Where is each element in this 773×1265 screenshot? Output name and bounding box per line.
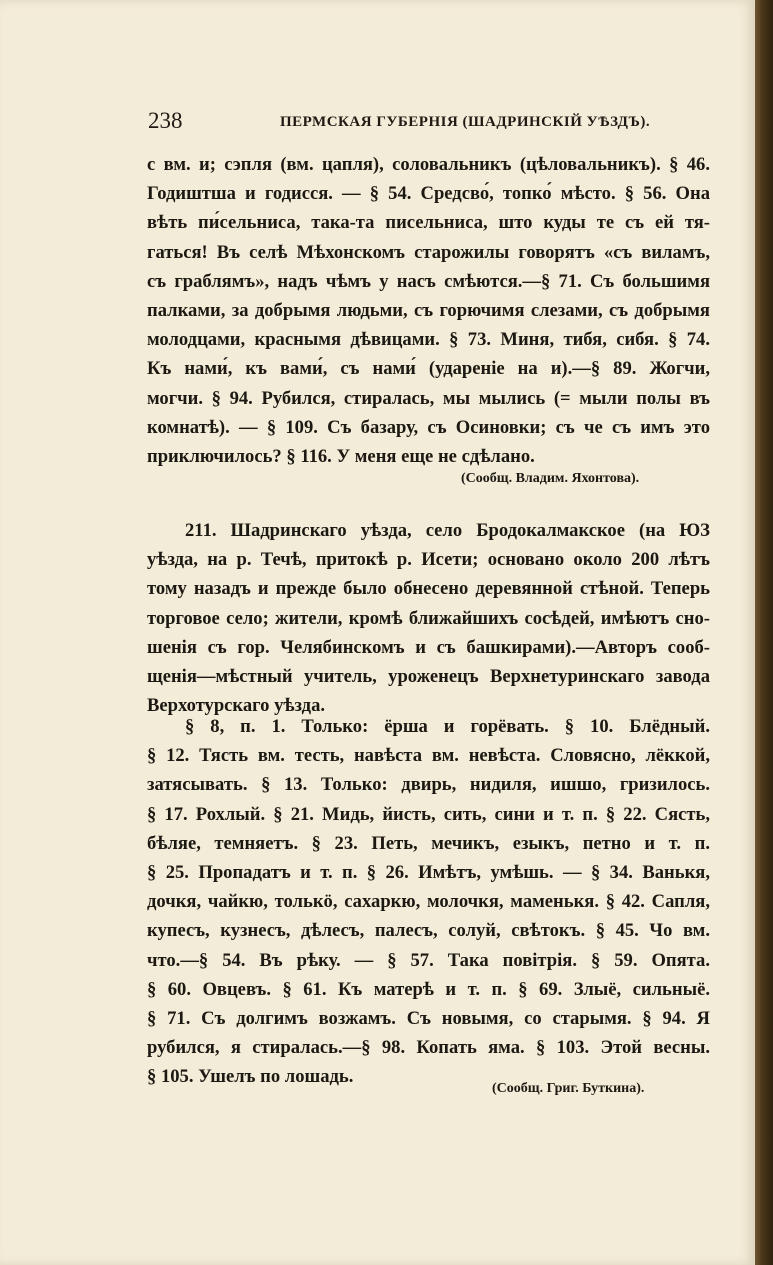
- text-line: бѣляе, темняетъ. § 23. Петь, мечикъ, езыкъ, петно и т. п.: [147, 832, 710, 854]
- book-spine-edge: [755, 0, 773, 1265]
- text-line: палками, за добрымя людьми, съ горючимя слезами, съ добрымя: [147, 299, 710, 321]
- text-line: купесъ, кузнесъ, дѣлесъ, палесъ, солуй, свѣтокъ. § 45. Чо вм.: [147, 920, 710, 942]
- text-line: щенія—мѣстный учитель, уроженецъ Верхнетуринскаго завода: [147, 665, 710, 687]
- text-line: § 17. Рохлый. § 21. Мидь, йисть, сить, сини и т. п. § 22. Сясть,: [147, 803, 710, 825]
- signature-yakhontov: (Сообщ. Владим. Яхонтова).: [461, 471, 640, 486]
- text-line: торговое село; жители, кромѣ ближайшихъ сосѣдей, имѣютъ сно-: [147, 607, 710, 629]
- text-line: шенія съ гор. Челябинскомъ и съ башкирами).—Авторъ сооб-: [147, 636, 710, 658]
- text-line: Къ нами́, къ вами́, съ нами́ (удареніе на и).—§ 89. Жогчи,: [147, 358, 710, 380]
- running-title: ПЕРМСКАЯ ГУБЕРНІЯ (ШАДРИНСКІЙ УѢЗДЪ).: [280, 114, 651, 130]
- text-line: уѣзда, на р. Течѣ, притокѣ р. Исети; основано около 200 лѣтъ: [147, 549, 710, 571]
- text-line: § 12. Тясть вм. тесть, навѣста вм. невѣста. Словясно, лёккой,: [147, 745, 710, 767]
- text-line: 211. Шадринскаго уѣзда, село Бродокалмакское (на ЮЗ: [185, 520, 710, 541]
- page-number: 238: [148, 108, 183, 133]
- text-line: с вм. и; сэпля (вм. цапля), соловальникъ (цѣловальникъ). § 46.: [147, 154, 710, 175]
- signature-butkin: (Сообщ. Григ. Буткина).: [492, 1081, 645, 1096]
- text-line: Верхотурскаго уѣзда.: [147, 695, 326, 717]
- text-line: вѣть пи́сельниса, така-та писельниса, што куды те съ ей тя-: [147, 212, 710, 234]
- text-line: дочкя, чайкю, толькӧ, сахаркю, молочкя, маменькя. § 42. Сапля,: [147, 891, 710, 913]
- text-line: § 71. Съ долгимъ возжамъ. Съ новымя, со старымя. § 94. Я: [147, 1007, 710, 1029]
- text-line: затясывать. § 13. Только: двирь, нидиля, ишшо, гризилось.: [147, 774, 710, 796]
- text-line: съ граблямъ», надъ чѣмъ у насъ смѣются.—§ 71. Съ большимя: [147, 270, 710, 292]
- text-line: гаться! Въ селѣ Мѣхонскомъ старожилы говорятъ «съ виламъ,: [147, 241, 710, 263]
- text-line: что.—§ 54. Въ рѣку. — § 57. Така повітрія. § 59. Опята.: [147, 949, 710, 971]
- text-line: приключилось? § 116. У меня еще не сдѣлано.: [147, 445, 535, 467]
- text-line: § 60. Овцевъ. § 61. Къ матерѣ и т. п. § 69. Злыё, сильныё.: [147, 978, 710, 1000]
- text-line: § 25. Пропадатъ и т. п. § 26. Имѣтъ, умѣшь. — § 34. Ванькя,: [147, 861, 710, 883]
- text-line: тому назадъ и прежде было обнесено деревянной стѣной. Теперь: [147, 578, 710, 600]
- text-line: комнатѣ). — § 109. Съ базару, съ Осиновки; съ че съ имъ это: [147, 416, 710, 438]
- text-line: § 8, п. 1. Только: ёрша и горёвать. § 10. Блёдный.: [185, 716, 710, 737]
- paragraph-entry-211: [147, 516, 710, 720]
- paragraph-dialect-notes-2: [147, 712, 710, 1091]
- text-line: Годиштша и годисся. — § 54. Средсво́, топко́ мѣсто. § 56. Она: [147, 183, 710, 205]
- page-header: [148, 106, 708, 138]
- text-line: рубился, я стиралась.—§ 98. Копать яма. § 103. Этой весны.: [147, 1037, 710, 1059]
- paragraph-dialect-notes-1: [147, 150, 710, 471]
- text-line: § 105. Ушелъ по лошадь.: [147, 1066, 354, 1088]
- text-line: молодцами, краснымя дѣвицами. § 73. Миня, тибя, сибя. § 74.: [147, 329, 710, 351]
- text-line: могчи. § 94. Рубился, стиралась, мы мылись (= мыли полы въ: [147, 387, 710, 409]
